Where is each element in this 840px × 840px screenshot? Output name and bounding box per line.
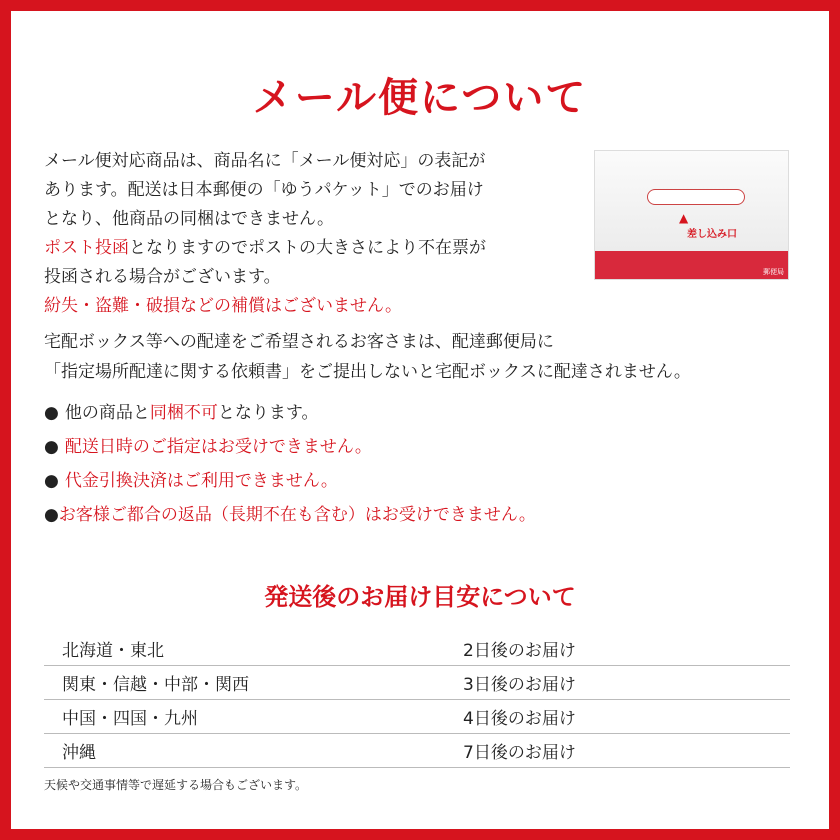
days-cell: 2日後のお届け xyxy=(463,632,790,666)
bullet-icon: ● xyxy=(44,471,59,491)
intro-line-rest: となりますのでポストの大きさにより不在票が xyxy=(129,238,486,258)
table-row xyxy=(44,700,790,734)
table-row xyxy=(44,666,790,700)
table-row xyxy=(44,734,790,768)
intro-line: メール便対応商品は、商品名に「メール便対応」の表記が xyxy=(44,151,486,171)
region-cell: 関東・信越・中部・関西 xyxy=(44,666,463,700)
post-insert-highlight: ポスト投函 xyxy=(44,238,129,258)
delay-footnote: 天候や交通事情等で遅延する場合もございます。 xyxy=(44,778,308,792)
restriction-item: ● 他の商品と同梱不可となります。 xyxy=(44,403,319,423)
intro-line: 投函される場合がございます。 xyxy=(44,267,281,287)
restriction-item: ● 代金引換決済はご利用できません。 xyxy=(44,471,338,491)
restriction-item: ● 配送日時のご指定はお受けできません。 xyxy=(44,437,372,457)
intro-line: となり、他商品の同梱はできません。 xyxy=(44,209,335,229)
region-cell: 北海道・東北 xyxy=(44,632,463,666)
packet-slot xyxy=(647,189,745,205)
intro-line: あります。配送は日本郵便の「ゆうパケット」でのお届け xyxy=(44,180,484,200)
notice-line: 宅配ボックス等への配達をご希望されるお客さまは、配達郵便局に xyxy=(44,332,554,352)
up-arrow-icon: ▲ xyxy=(679,211,689,225)
intro-line xyxy=(44,234,584,263)
restriction-item: ●お客様ご都合の返品（長期不在も含む）はお受けできません。 xyxy=(44,505,536,525)
days-cell: 3日後のお届け xyxy=(463,666,790,700)
delivery-box-notice xyxy=(44,327,814,387)
region-cell: 沖縄 xyxy=(44,734,463,768)
region-cell: 中国・四国・九州 xyxy=(44,700,463,734)
restriction-list xyxy=(44,396,814,532)
insert-label: 差し込み口 xyxy=(687,229,737,240)
delivery-estimate-title: 発送後のお届け目安について xyxy=(264,583,576,611)
bullet-icon: ● xyxy=(44,403,59,423)
mail-packet-image xyxy=(594,150,789,280)
post-logo: 郵便局 xyxy=(763,268,784,276)
intro-text xyxy=(44,147,584,321)
no-compensation-warning: 紛失・盗難・破損などの補償はございません。 xyxy=(44,296,403,316)
delivery-estimate-table xyxy=(44,632,790,768)
notice-line: 「指定場所配達に関する依頼書」をご提出しないと宅配ボックスに配達されません。 xyxy=(44,362,691,382)
page-title: メール便について xyxy=(252,75,588,121)
packet-red-band xyxy=(595,251,788,279)
days-cell: 7日後のお届け xyxy=(463,734,790,768)
table-row xyxy=(44,632,790,666)
bullet-icon: ● xyxy=(44,437,59,457)
bullet-icon: ● xyxy=(44,505,59,525)
days-cell: 4日後のお届け xyxy=(463,700,790,734)
